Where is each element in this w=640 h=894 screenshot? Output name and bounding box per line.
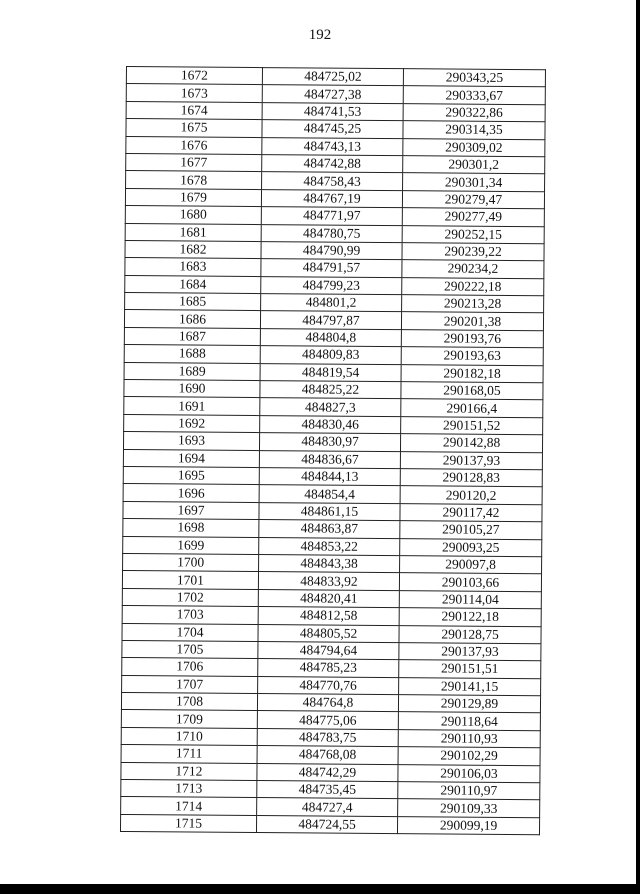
- scan-edge-bottom: [0, 884, 640, 894]
- y-coordinate-cell: 290277,49: [402, 208, 544, 227]
- y-coordinate-cell: 290301,34: [403, 173, 545, 192]
- y-coordinate-cell: 290118,64: [398, 712, 540, 731]
- y-coordinate-cell: 290322,86: [403, 103, 545, 122]
- x-coordinate-cell: 484764,8: [257, 694, 398, 712]
- point-number-cell: 1682: [125, 240, 261, 258]
- x-coordinate-cell: 484833,92: [258, 572, 399, 590]
- y-coordinate-cell: 290103,66: [399, 573, 541, 592]
- x-coordinate-cell: 484819,54: [260, 363, 401, 381]
- y-coordinate-cell: 290137,93: [400, 451, 542, 470]
- x-coordinate-cell: 484741,53: [262, 102, 403, 120]
- point-number-cell: 1686: [124, 310, 260, 328]
- point-number-cell: 1713: [121, 779, 257, 797]
- y-coordinate-cell: 290279,47: [402, 190, 544, 209]
- y-coordinate-cell: 290109,33: [398, 799, 540, 818]
- point-number-cell: 1688: [124, 345, 260, 363]
- point-number-cell: 1690: [124, 380, 260, 398]
- x-coordinate-cell: 484771,97: [261, 207, 402, 225]
- point-number-cell: 1680: [125, 206, 261, 224]
- point-number-cell: 1695: [123, 466, 259, 484]
- y-coordinate-cell: 290128,83: [400, 469, 542, 488]
- point-number-cell: 1715: [120, 814, 256, 832]
- y-coordinate-cell: 290097,8: [400, 556, 542, 575]
- x-coordinate-cell: 484783,75: [257, 728, 398, 746]
- table-row: [120, 814, 539, 835]
- y-coordinate-cell: 290099,19: [397, 816, 539, 835]
- point-number-cell: 1712: [121, 762, 257, 780]
- y-coordinate-cell: 290301,2: [403, 156, 545, 175]
- y-coordinate-cell: 290117,42: [400, 503, 542, 522]
- x-coordinate-cell: 484758,43: [262, 172, 403, 190]
- point-number-cell: 1679: [125, 188, 261, 206]
- y-coordinate-cell: 290252,15: [402, 225, 544, 244]
- point-number-cell: 1706: [122, 658, 258, 676]
- point-number-cell: 1694: [123, 449, 259, 467]
- y-coordinate-cell: 290333,67: [403, 86, 545, 105]
- point-number-cell: 1707: [122, 675, 258, 693]
- point-number-cell: 1689: [124, 362, 260, 380]
- x-coordinate-cell: 484812,58: [258, 607, 399, 625]
- x-coordinate-cell: 484861,15: [259, 502, 400, 520]
- point-number-cell: 1697: [123, 501, 259, 519]
- point-number-cell: 1709: [121, 710, 257, 728]
- x-coordinate-cell: 484794,64: [258, 641, 399, 659]
- x-coordinate-cell: 484843,38: [259, 554, 400, 572]
- point-number-cell: 1698: [123, 519, 259, 537]
- x-coordinate-cell: 484780,75: [261, 224, 402, 242]
- x-coordinate-cell: 484830,46: [260, 415, 401, 433]
- y-coordinate-cell: 290213,28: [402, 295, 544, 314]
- y-coordinate-cell: 290151,51: [399, 660, 541, 679]
- x-coordinate-cell: 484727,4: [257, 798, 398, 816]
- y-coordinate-cell: 290166,4: [401, 399, 543, 418]
- x-coordinate-cell: 484790,99: [261, 241, 402, 259]
- y-coordinate-cell: 290128,75: [399, 625, 541, 644]
- point-number-cell: 1701: [122, 571, 258, 589]
- x-coordinate-cell: 484799,23: [261, 276, 402, 294]
- point-number-cell: 1677: [126, 153, 262, 171]
- page-number: 192: [308, 27, 332, 43]
- coordinates-table-body: [120, 67, 545, 835]
- x-coordinate-cell: 484805,52: [258, 624, 399, 642]
- point-number-cell: 1691: [124, 397, 260, 415]
- x-coordinate-cell: 484820,41: [258, 589, 399, 607]
- y-coordinate-cell: 290151,52: [401, 416, 543, 435]
- y-coordinate-cell: 290129,89: [398, 695, 540, 714]
- y-coordinate-cell: 290168,05: [401, 382, 543, 401]
- x-coordinate-cell: 484767,19: [261, 189, 402, 207]
- point-number-cell: 1674: [126, 101, 262, 119]
- point-number-cell: 1704: [122, 623, 258, 641]
- point-number-cell: 1687: [124, 327, 260, 345]
- point-number-cell: 1696: [123, 484, 259, 502]
- y-coordinate-cell: 290137,93: [399, 643, 541, 662]
- y-coordinate-cell: 290120,2: [400, 486, 542, 505]
- y-coordinate-cell: 290193,76: [401, 330, 543, 349]
- point-number-cell: 1673: [126, 84, 262, 102]
- y-coordinate-cell: 290193,63: [401, 347, 543, 366]
- y-coordinate-cell: 290141,15: [399, 677, 541, 696]
- x-coordinate-cell: 484770,76: [258, 676, 399, 694]
- y-coordinate-cell: 290105,27: [400, 521, 542, 540]
- y-coordinate-cell: 290110,97: [398, 782, 540, 801]
- x-coordinate-cell: 484797,87: [260, 311, 401, 329]
- scan-edge-right: [636, 0, 640, 894]
- y-coordinate-cell: 290343,25: [403, 69, 545, 88]
- x-coordinate-cell: 484854,4: [259, 485, 400, 503]
- point-number-cell: 1685: [125, 293, 261, 311]
- coordinates-table: [120, 66, 546, 835]
- y-coordinate-cell: 290102,29: [398, 747, 540, 766]
- y-coordinate-cell: 290142,88: [400, 434, 542, 453]
- x-coordinate-cell: 484724,55: [256, 815, 397, 833]
- x-coordinate-cell: 484825,22: [260, 381, 401, 399]
- point-number-cell: 1683: [125, 258, 261, 276]
- point-number-cell: 1693: [123, 432, 259, 450]
- y-coordinate-cell: 290222,18: [402, 277, 544, 296]
- x-coordinate-cell: 484775,06: [257, 711, 398, 729]
- y-coordinate-cell: 290309,02: [403, 138, 545, 157]
- x-coordinate-cell: 484785,23: [258, 659, 399, 677]
- point-number-cell: 1672: [126, 67, 262, 85]
- x-coordinate-cell: 484809,83: [260, 346, 401, 364]
- x-coordinate-cell: 484743,13: [262, 137, 403, 155]
- point-number-cell: 1684: [125, 275, 261, 293]
- point-number-cell: 1699: [123, 536, 259, 554]
- y-coordinate-cell: 290122,18: [399, 608, 541, 627]
- x-coordinate-cell: 484836,67: [259, 450, 400, 468]
- point-number-cell: 1675: [126, 119, 262, 137]
- y-coordinate-cell: 290106,03: [398, 764, 540, 783]
- point-number-cell: 1702: [122, 588, 258, 606]
- point-number-cell: 1714: [121, 797, 257, 815]
- point-number-cell: 1681: [125, 223, 261, 241]
- x-coordinate-cell: 484725,02: [262, 68, 403, 86]
- point-number-cell: 1710: [121, 727, 257, 745]
- y-coordinate-cell: 290239,22: [402, 243, 544, 262]
- x-coordinate-cell: 484742,29: [257, 763, 398, 781]
- x-coordinate-cell: 484742,88: [262, 155, 403, 173]
- point-number-cell: 1678: [126, 171, 262, 189]
- x-coordinate-cell: 484844,13: [259, 468, 400, 486]
- x-coordinate-cell: 484791,57: [261, 259, 402, 277]
- point-number-cell: 1676: [126, 136, 262, 154]
- point-number-cell: 1700: [123, 553, 259, 571]
- y-coordinate-cell: 290110,93: [398, 730, 540, 749]
- x-coordinate-cell: 484727,38: [262, 85, 403, 103]
- y-coordinate-cell: 290093,25: [400, 538, 542, 557]
- x-coordinate-cell: 484827,3: [260, 398, 401, 416]
- y-coordinate-cell: 290314,35: [403, 121, 545, 140]
- point-number-cell: 1703: [122, 606, 258, 624]
- y-coordinate-cell: 290114,04: [399, 590, 541, 609]
- x-coordinate-cell: 484863,87: [259, 520, 400, 538]
- y-coordinate-cell: 290201,38: [401, 312, 543, 331]
- y-coordinate-cell: 290182,18: [401, 364, 543, 383]
- point-number-cell: 1711: [121, 745, 257, 763]
- y-coordinate-cell: 290234,2: [402, 260, 544, 279]
- x-coordinate-cell: 484853,22: [259, 537, 400, 555]
- point-number-cell: 1692: [124, 414, 260, 432]
- x-coordinate-cell: 484735,45: [257, 781, 398, 799]
- x-coordinate-cell: 484804,8: [260, 328, 401, 346]
- x-coordinate-cell: 484768,08: [257, 746, 398, 764]
- point-number-cell: 1708: [121, 693, 257, 711]
- point-number-cell: 1705: [122, 640, 258, 658]
- x-coordinate-cell: 484801,2: [261, 294, 402, 312]
- x-coordinate-cell: 484830,97: [259, 433, 400, 451]
- x-coordinate-cell: 484745,25: [262, 120, 403, 138]
